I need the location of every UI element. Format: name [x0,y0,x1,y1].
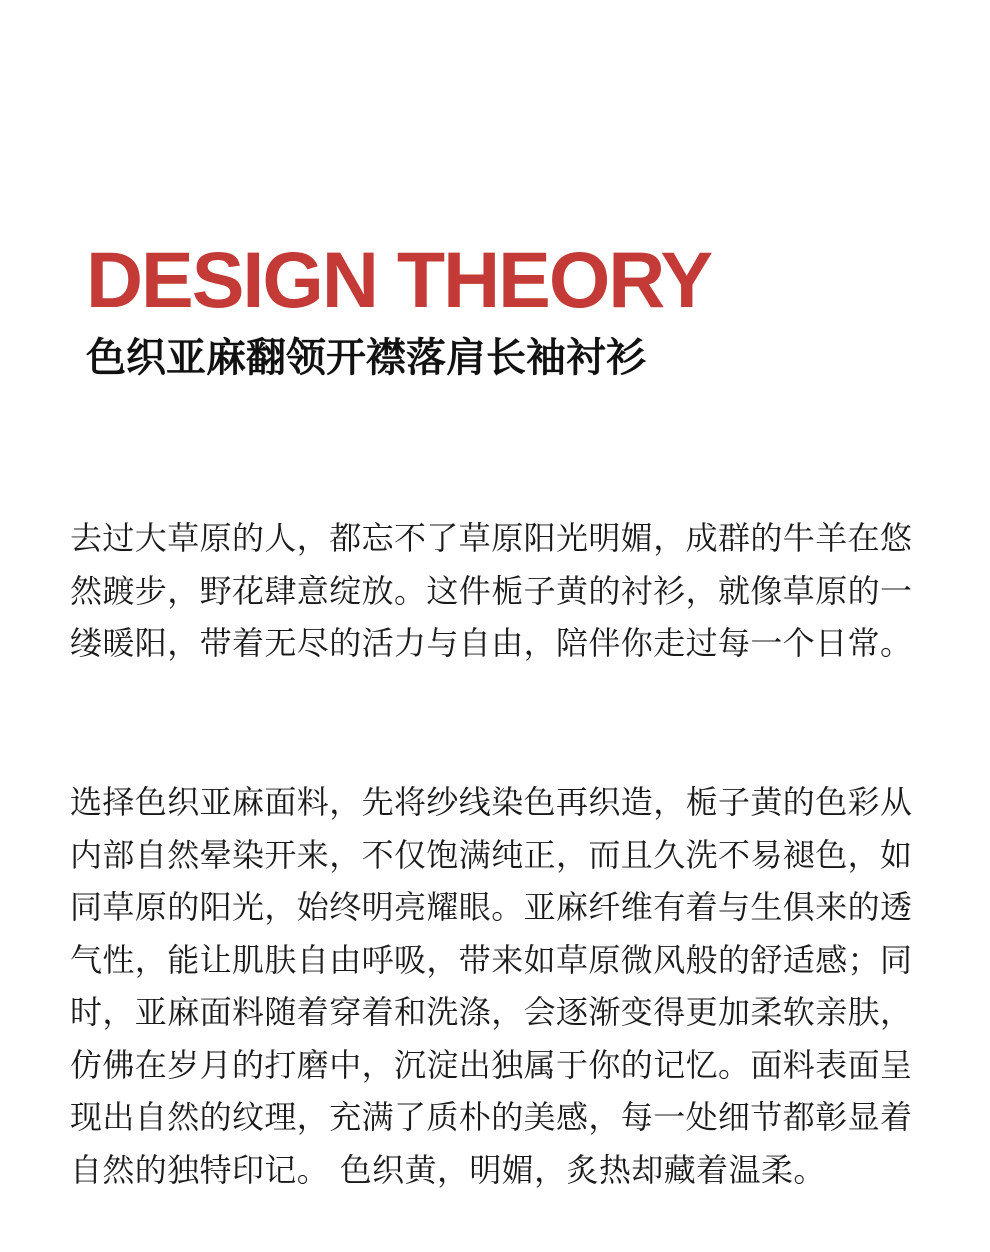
body-paragraph-1: 去过大草原的人，都忘不了草原阳光明媚，成群的牛羊在悠然踱步，野花肆意绽放。这件栀子黄的衬衫，就像草原的一缕暖阳，带着无尽的活力与自由，陪伴你走过每一个日常。 [70,519,913,662]
body-paragraph-2: 选择色织亚麻面料，先将纱线染色再织造，栀子黄的色彩从内部自然晕染开来，不仅饱满纯正，而且久洗不易褪色，如同草原的阳光，始终明亮耀眼。亚麻纤维有着与生俱来的透气性，能让肌肤自由呼吸，带来如草原微风般的舒适感；同时，亚麻面料随着穿着和洗涤，会逐渐变得更加柔软亲肤，仿佛在岁月的打磨中，沉淀出独属于你的记忆。面料表面呈现出自然的纹理，充满了质朴的美感，每一处细节都彰显着自然的独特印记。 色织黄，明媚，炙热却藏着温柔。 [70,783,913,1189]
title-english: DESIGN THEORY [86,235,712,324]
title-chinese: 色织亚麻翻领开襟落肩长袖衬衫 [86,335,646,381]
